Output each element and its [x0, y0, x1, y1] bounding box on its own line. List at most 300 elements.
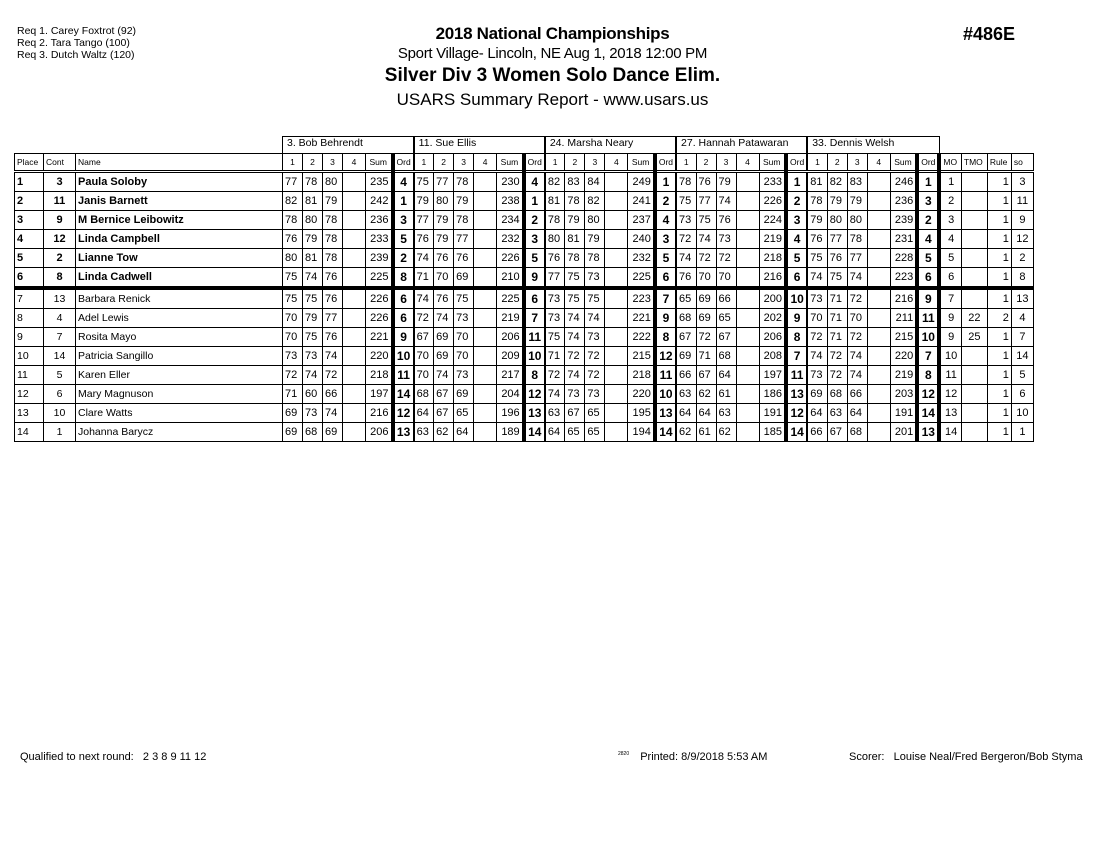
qualified-footer — [20, 751, 206, 763]
judge2-mark2: 70 — [434, 268, 454, 289]
place-cell: 4 — [15, 230, 44, 249]
judge3-ordinal: 13 — [655, 404, 676, 423]
judge1-mark2: 81 — [303, 192, 323, 211]
col-header-judge1-mark3: 3 — [323, 154, 343, 172]
cont-cell: 8 — [44, 268, 76, 289]
judge2-mark3: 65 — [454, 404, 474, 423]
judge1-mark4 — [343, 366, 366, 385]
judge2-mark3: 78 — [454, 172, 474, 192]
judge5-mark1: 79 — [807, 211, 827, 230]
judge2-mark3: 69 — [454, 268, 474, 289]
scorer-label: Scorer: — [849, 751, 885, 763]
judge1-sum: 236 — [366, 211, 393, 230]
judge1-mark2: 73 — [303, 347, 323, 366]
judge3-mark2: 65 — [565, 423, 585, 442]
name-cell: Johanna Barycz — [76, 423, 283, 442]
judge1-sum: 235 — [366, 172, 393, 192]
judge5-mark2: 79 — [827, 192, 847, 211]
judge5-sum: 236 — [890, 192, 917, 211]
mo-cell: 11 — [939, 366, 961, 385]
judge3-mark1: 73 — [545, 288, 565, 309]
col-header-rule: Rule — [987, 154, 1011, 172]
judge2-mark4 — [474, 249, 497, 268]
judge1-ordinal: 3 — [393, 211, 414, 230]
judge3-mark2: 83 — [565, 172, 585, 192]
judge1-sum: 239 — [366, 249, 393, 268]
judge2-mark4 — [474, 404, 497, 423]
judge2-mark2: 77 — [434, 172, 454, 192]
col-header-judge2-ord: Ord — [524, 154, 545, 172]
event-title: Silver Div 3 Women Solo Dance Elim. — [384, 65, 721, 86]
name-cell: M Bernice Leibowitz — [76, 211, 283, 230]
rule-cell: 1 — [987, 172, 1011, 192]
judge1-mark2: 73 — [303, 404, 323, 423]
requirement-3: Req 3. Dutch Waltz (120) — [17, 49, 135, 61]
tmo-cell — [961, 385, 987, 404]
judge2-sum: 206 — [497, 328, 524, 347]
judge4-mark3: 65 — [716, 309, 736, 328]
judge4-mark4 — [736, 423, 759, 442]
judge3-mark1: 81 — [545, 192, 565, 211]
mo-cell: 5 — [939, 249, 961, 268]
judge5-ordinal: 12 — [917, 385, 939, 404]
judge4-mark4 — [736, 309, 759, 328]
judge3-sum: 241 — [628, 192, 655, 211]
judge1-sum: 221 — [366, 328, 393, 347]
judge3-ordinal: 12 — [655, 347, 676, 366]
judge5-mark3: 77 — [847, 249, 867, 268]
judge1-ordinal: 5 — [393, 230, 414, 249]
judge1-mark3: 77 — [323, 309, 343, 328]
judge2-ordinal: 11 — [524, 328, 545, 347]
cont-cell: 14 — [44, 347, 76, 366]
cont-cell: 4 — [44, 309, 76, 328]
judge3-ordinal: 10 — [655, 385, 676, 404]
judge3-sum: 240 — [628, 230, 655, 249]
judge2-ordinal: 8 — [524, 366, 545, 385]
judge2-mark3: 64 — [454, 423, 474, 442]
so-cell: 1 — [1011, 423, 1033, 442]
judge4-mark3: 62 — [716, 423, 736, 442]
judge5-sum: 220 — [890, 347, 917, 366]
cont-cell: 9 — [44, 211, 76, 230]
judge5-mark3: 72 — [847, 328, 867, 347]
judge3-ordinal: 8 — [655, 328, 676, 347]
judge3-mark1: 80 — [545, 230, 565, 249]
judge2-ordinal: 5 — [524, 249, 545, 268]
judge2-ordinal: 2 — [524, 211, 545, 230]
scorer-footer — [849, 751, 1083, 763]
judge3-mark1: 72 — [545, 366, 565, 385]
judge3-mark3: 75 — [585, 288, 605, 309]
col-header-place: Place — [15, 154, 44, 172]
judge3-mark1: 63 — [545, 404, 565, 423]
judge1-mark1: 77 — [283, 172, 303, 192]
judge4-mark1: 76 — [676, 268, 696, 289]
judge3-sum: 232 — [628, 249, 655, 268]
judge5-sum: 201 — [890, 423, 917, 442]
tmo-cell — [961, 268, 987, 289]
judge3-mark2: 78 — [565, 192, 585, 211]
judge4-mark4 — [736, 347, 759, 366]
judge4-sum: 233 — [759, 172, 786, 192]
place-cell: 14 — [15, 423, 44, 442]
judge5-mark4 — [867, 268, 890, 289]
judge2-ordinal: 14 — [524, 423, 545, 442]
judge1-mark2: 81 — [303, 249, 323, 268]
judge1-sum: 226 — [366, 309, 393, 328]
judge5-mark3: 74 — [847, 347, 867, 366]
judge4-mark2: 72 — [696, 328, 716, 347]
col-header-judge3-mark4: 4 — [605, 154, 628, 172]
judge1-ordinal: 6 — [393, 288, 414, 309]
judge5-mark1: 74 — [807, 268, 827, 289]
judge3-mark4 — [605, 230, 628, 249]
judge1-mark3: 66 — [323, 385, 343, 404]
judge2-ordinal: 13 — [524, 404, 545, 423]
tmo-cell — [961, 423, 987, 442]
so-cell: 14 — [1011, 347, 1033, 366]
mo-cell: 6 — [939, 268, 961, 289]
judge1-mark3: 76 — [323, 268, 343, 289]
judge2-sum: 234 — [497, 211, 524, 230]
judge1-ordinal: 8 — [393, 268, 414, 289]
col-header-judge3-mark1: 1 — [545, 154, 565, 172]
judge5-mark4 — [867, 347, 890, 366]
judge5-mark1: 75 — [807, 249, 827, 268]
judge5-mark4 — [867, 423, 890, 442]
judge4-sum: 206 — [759, 328, 786, 347]
judge2-sum: 204 — [497, 385, 524, 404]
judge1-mark1: 82 — [283, 192, 303, 211]
judge4-mark2: 72 — [696, 249, 716, 268]
judge5-mark2: 71 — [827, 328, 847, 347]
judge5-ordinal: 5 — [917, 249, 939, 268]
judge4-ordinal: 3 — [786, 211, 807, 230]
judge1-sum: 197 — [366, 385, 393, 404]
judge1-mark4 — [343, 172, 366, 192]
judge2-mark1: 67 — [414, 328, 434, 347]
judge1-mark4 — [343, 288, 366, 309]
judge5-mark3: 64 — [847, 404, 867, 423]
judge4-mark4 — [736, 172, 759, 192]
judge2-mark1: 76 — [414, 230, 434, 249]
judge5-sum: 239 — [890, 211, 917, 230]
name-cell: Barbara Renick — [76, 288, 283, 309]
rule-cell: 1 — [987, 423, 1011, 442]
judge5-sum: 228 — [890, 249, 917, 268]
judge3-mark1: 78 — [545, 211, 565, 230]
judge1-mark2: 60 — [303, 385, 323, 404]
judge3-mark3: 74 — [585, 309, 605, 328]
table-row — [15, 172, 1034, 192]
tmo-cell — [961, 366, 987, 385]
judge5-mark1: 78 — [807, 192, 827, 211]
name-cell: Rosita Mayo — [76, 328, 283, 347]
judge5-mark2: 68 — [827, 385, 847, 404]
judge1-mark2: 78 — [303, 172, 323, 192]
judge2-mark1: 75 — [414, 172, 434, 192]
judge4-mark1: 75 — [676, 192, 696, 211]
judge3-mark3: 65 — [585, 423, 605, 442]
judge5-sum: 219 — [890, 366, 917, 385]
cont-cell: 13 — [44, 288, 76, 309]
judge1-sum: 206 — [366, 423, 393, 442]
judge4-mark2: 67 — [696, 366, 716, 385]
place-cell: 10 — [15, 347, 44, 366]
table-row — [15, 268, 1034, 289]
judge4-mark1: 74 — [676, 249, 696, 268]
judge2-mark1: 64 — [414, 404, 434, 423]
judge2-mark3: 69 — [454, 385, 474, 404]
mo-cell: 2 — [939, 192, 961, 211]
judge5-mark3: 70 — [847, 309, 867, 328]
judge3-mark4 — [605, 423, 628, 442]
judge4-mark3: 73 — [716, 230, 736, 249]
mo-cell: 10 — [939, 347, 961, 366]
venue-date: Sport Village- Lincoln, NE Aug 1, 2018 12:00 PM — [397, 45, 708, 62]
name-cell: Karen Eller — [76, 366, 283, 385]
qualified-list: 2 3 8 9 11 12 — [142, 751, 207, 763]
judge-name-3: 24. Marsha Neary — [545, 137, 676, 154]
judge3-ordinal: 9 — [655, 309, 676, 328]
judge2-sum: 230 — [497, 172, 524, 192]
judge2-ordinal: 9 — [524, 268, 545, 289]
rule-cell: 1 — [987, 268, 1011, 289]
judge3-mark2: 74 — [565, 328, 585, 347]
judge3-mark4 — [605, 366, 628, 385]
judge3-sum: 220 — [628, 385, 655, 404]
judge3-mark4 — [605, 268, 628, 289]
judge5-mark4 — [867, 230, 890, 249]
judge4-mark2: 62 — [696, 385, 716, 404]
judge3-mark4 — [605, 192, 628, 211]
judge2-mark2: 79 — [434, 211, 454, 230]
judge2-mark2: 69 — [434, 347, 454, 366]
judge1-ordinal: 2 — [393, 249, 414, 268]
so-cell: 7 — [1011, 328, 1033, 347]
judge1-mark2: 80 — [303, 211, 323, 230]
judge1-ordinal: 14 — [393, 385, 414, 404]
table-row — [15, 385, 1034, 404]
judge5-mark4 — [867, 192, 890, 211]
mo-cell: 9 — [939, 328, 961, 347]
judge5-mark2: 71 — [827, 288, 847, 309]
judge5-mark1: 76 — [807, 230, 827, 249]
judge5-sum: 246 — [890, 172, 917, 192]
judge3-mark3: 80 — [585, 211, 605, 230]
judge4-mark2: 76 — [696, 172, 716, 192]
judge1-sum: 220 — [366, 347, 393, 366]
judge1-mark4 — [343, 249, 366, 268]
mo-cell: 14 — [939, 423, 961, 442]
judge3-ordinal: 3 — [655, 230, 676, 249]
judge1-mark3: 78 — [323, 249, 343, 268]
judge4-ordinal: 6 — [786, 268, 807, 289]
judge4-ordinal: 13 — [786, 385, 807, 404]
judge1-ordinal: 9 — [393, 328, 414, 347]
judge1-mark4 — [343, 230, 366, 249]
judge4-sum: 186 — [759, 385, 786, 404]
judge3-mark1: 73 — [545, 309, 565, 328]
judge1-mark3: 76 — [323, 288, 343, 309]
judge3-mark1: 74 — [545, 385, 565, 404]
judge1-ordinal: 10 — [393, 347, 414, 366]
judge1-sum: 218 — [366, 366, 393, 385]
judge2-ordinal: 7 — [524, 309, 545, 328]
judge5-mark2: 75 — [827, 268, 847, 289]
judge1-mark4 — [343, 404, 366, 423]
judge5-ordinal: 7 — [917, 347, 939, 366]
judge2-mark2: 76 — [434, 288, 454, 309]
requirements-list — [17, 25, 136, 61]
judge2-mark1: 74 — [414, 288, 434, 309]
judge2-mark4 — [474, 309, 497, 328]
judge2-mark3: 70 — [454, 347, 474, 366]
judge4-mark3: 66 — [716, 288, 736, 309]
so-cell: 5 — [1011, 366, 1033, 385]
judge5-mark4 — [867, 328, 890, 347]
judge-name-5: 33. Dennis Welsh — [807, 137, 939, 154]
name-cell: Mary Magnuson — [76, 385, 283, 404]
judge5-mark2: 72 — [827, 366, 847, 385]
judge1-mark3: 74 — [323, 404, 343, 423]
judge1-mark1: 69 — [283, 423, 303, 442]
judge3-mark3: 72 — [585, 347, 605, 366]
judge3-mark2: 74 — [565, 366, 585, 385]
place-cell: 3 — [15, 211, 44, 230]
judge2-mark2: 74 — [434, 366, 454, 385]
judge1-mark4 — [343, 211, 366, 230]
judge5-mark4 — [867, 366, 890, 385]
col-header-judge2-mark1: 1 — [414, 154, 434, 172]
cont-cell: 5 — [44, 366, 76, 385]
col-header-cont: Cont — [44, 154, 76, 172]
judge5-mark1: 70 — [807, 309, 827, 328]
judge2-mark1: 72 — [414, 309, 434, 328]
col-header-judge5-ord: Ord — [917, 154, 939, 172]
rule-cell: 1 — [987, 328, 1011, 347]
competition-title: 2018 National Championships — [435, 24, 670, 43]
judge3-ordinal: 14 — [655, 423, 676, 442]
judge3-sum: 215 — [628, 347, 655, 366]
judge2-mark4 — [474, 366, 497, 385]
judge5-ordinal: 9 — [917, 288, 939, 309]
judge2-sum: 217 — [497, 366, 524, 385]
judge2-mark3: 70 — [454, 328, 474, 347]
place-cell: 2 — [15, 192, 44, 211]
judge4-mark1: 65 — [676, 288, 696, 309]
judge2-mark2: 67 — [434, 404, 454, 423]
judge5-mark4 — [867, 249, 890, 268]
judge4-sum: 218 — [759, 249, 786, 268]
judge4-mark3: 67 — [716, 328, 736, 347]
judge3-mark2: 75 — [565, 288, 585, 309]
judge4-sum: 224 — [759, 211, 786, 230]
judge2-sum: 225 — [497, 288, 524, 309]
judge5-ordinal: 3 — [917, 192, 939, 211]
judge4-ordinal: 2 — [786, 192, 807, 211]
judge5-mark3: 74 — [847, 268, 867, 289]
col-header-tmo: TMO — [961, 154, 987, 172]
judge4-mark1: 64 — [676, 404, 696, 423]
judge2-ordinal: 3 — [524, 230, 545, 249]
judge2-sum: 226 — [497, 249, 524, 268]
so-cell: 4 — [1011, 309, 1033, 328]
judge1-mark1: 80 — [283, 249, 303, 268]
so-cell: 2 — [1011, 249, 1033, 268]
judge3-mark4 — [605, 404, 628, 423]
judge2-sum: 209 — [497, 347, 524, 366]
judge4-mark1: 62 — [676, 423, 696, 442]
judge5-mark4 — [867, 172, 890, 192]
judge2-ordinal: 6 — [524, 288, 545, 309]
col-header-judge3-sum: Sum — [628, 154, 655, 172]
judge1-mark1: 76 — [283, 230, 303, 249]
judge3-mark4 — [605, 385, 628, 404]
judge5-ordinal: 2 — [917, 211, 939, 230]
name-cell: Linda Cadwell — [76, 268, 283, 289]
tmo-cell — [961, 404, 987, 423]
judge5-mark1: 72 — [807, 328, 827, 347]
judge3-mark3: 72 — [585, 366, 605, 385]
judge1-mark1: 71 — [283, 385, 303, 404]
judge2-mark1: 70 — [414, 366, 434, 385]
judge2-mark2: 69 — [434, 328, 454, 347]
judge2-mark4 — [474, 230, 497, 249]
judge1-mark2: 74 — [303, 268, 323, 289]
judge2-mark3: 77 — [454, 230, 474, 249]
judge1-mark3: 72 — [323, 366, 343, 385]
judge-header-spacer-right — [939, 137, 1033, 154]
judge1-mark1: 72 — [283, 366, 303, 385]
rule-cell: 1 — [987, 366, 1011, 385]
judge1-mark4 — [343, 423, 366, 442]
judge4-mark1: 73 — [676, 211, 696, 230]
judge4-ordinal: 9 — [786, 309, 807, 328]
judge1-mark3: 80 — [323, 172, 343, 192]
judge1-mark3: 76 — [323, 328, 343, 347]
judge-name-4: 27. Hannah Patawaran — [676, 137, 807, 154]
judge3-ordinal: 6 — [655, 268, 676, 289]
judge2-mark1: 79 — [414, 192, 434, 211]
judge2-mark2: 79 — [434, 230, 454, 249]
rule-cell: 1 — [987, 249, 1011, 268]
judge3-mark2: 75 — [565, 268, 585, 289]
judge5-sum: 223 — [890, 268, 917, 289]
judge4-mark2: 69 — [696, 309, 716, 328]
col-header-judge4-ord: Ord — [786, 154, 807, 172]
judge2-sum: 210 — [497, 268, 524, 289]
mo-cell: 1 — [939, 172, 961, 192]
judge2-mark1: 70 — [414, 347, 434, 366]
judge2-mark3: 73 — [454, 366, 474, 385]
judge1-ordinal: 4 — [393, 172, 414, 192]
judge4-mark1: 72 — [676, 230, 696, 249]
judge2-mark1: 68 — [414, 385, 434, 404]
so-cell: 13 — [1011, 288, 1033, 309]
judge2-mark4 — [474, 211, 497, 230]
judge2-mark2: 67 — [434, 385, 454, 404]
place-cell: 8 — [15, 309, 44, 328]
judge2-ordinal: 4 — [524, 172, 545, 192]
col-header-judge2-mark3: 3 — [454, 154, 474, 172]
col-header-judge5-mark3: 3 — [847, 154, 867, 172]
judge4-ordinal: 1 — [786, 172, 807, 192]
mo-cell: 7 — [939, 288, 961, 309]
judge3-sum: 225 — [628, 268, 655, 289]
col-header-judge1-mark4: 4 — [343, 154, 366, 172]
